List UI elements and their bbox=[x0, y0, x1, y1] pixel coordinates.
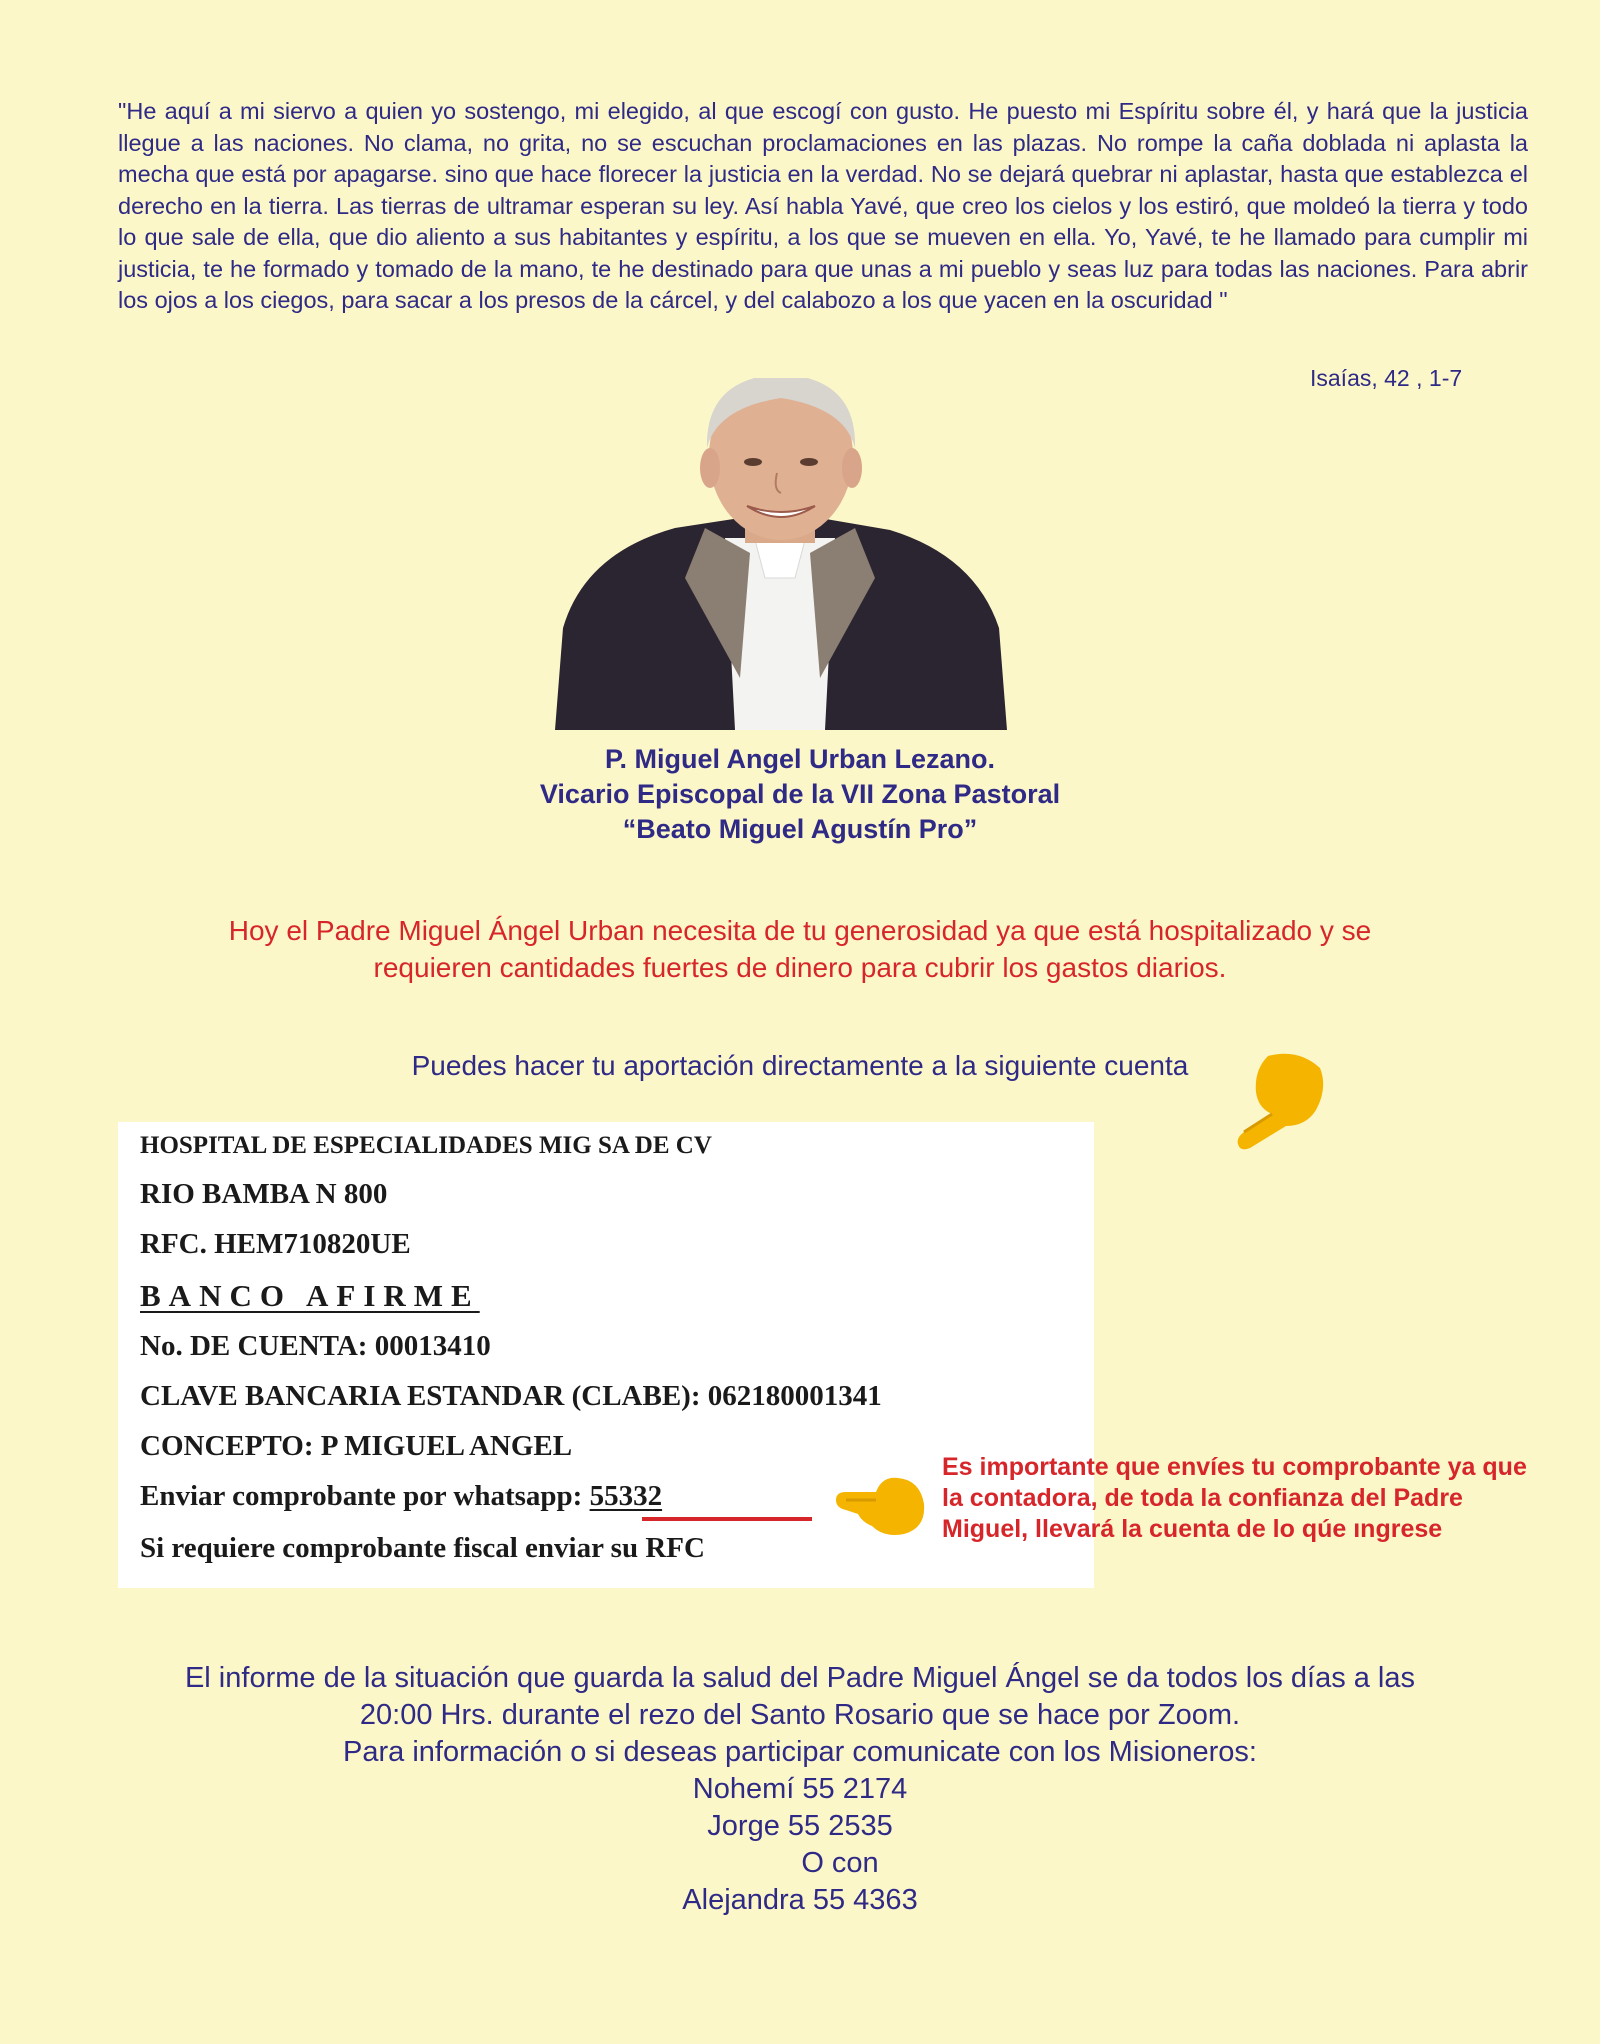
priest-zone: “Beato Miguel Agustín Pro” bbox=[622, 814, 978, 844]
pointing-hand-icon bbox=[1228, 1048, 1328, 1152]
accountant-note bbox=[942, 1452, 1542, 1545]
contact-jorge: Jorge 55 2535 bbox=[707, 1810, 893, 1842]
clabe-number: CLAVE BANCARIA ESTANDAR (CLABE): 062180001341 bbox=[140, 1380, 882, 1412]
footer-info bbox=[70, 1660, 1530, 1919]
whatsapp-label: Enviar comprobante por whatsapp: bbox=[140, 1480, 590, 1512]
bank-address: RIO BAMBA N 800 bbox=[140, 1178, 388, 1210]
whatsapp-line bbox=[140, 1480, 662, 1513]
contact-nohemi: Nohemí 55 2174 bbox=[692, 1773, 908, 1805]
bible-quote: "He aquí a mi siervo a quien yo sostengo, mi elegido, al que escogí con gusto. He puesto mi Espíritu sobre él, y hará que la justicia llegue a las naciones. No clama, no grita, no se escuchan proclamaciones en las plazas. No rompe la caña doblada ni aplasta la mecha que está por apagarse. sino que hace florecer la justicia en la verdad. No se dejará quebrar ni aplastar, hasta que establezca el derecho en la tierra. Las tierras de ultramar esperan su ley. Así habla Yavé, que creo los cielos y los estiró, que moldeó la tierra y todo lo que sale de ella, que dio aliento a sus habitantes y espíritu, a los que se mueven en ella. Yo, Yavé, te he llamado para cumplir mi justicia, te he formado y tomado de la mano, te he destinado para que unas a mi pueblo y seas luz para todas las naciones. Para abrir los ojos a los ciegos, para sacar a los presos de la cárcel, y del calabozo a los que yacen en la oscuridad " bbox=[118, 98, 1528, 313]
contact-connector: O con bbox=[801, 1847, 879, 1879]
priest-name: P. Miguel Angel Urban Lezano. bbox=[604, 744, 996, 774]
footer-line-1: El informe de la situación que guarda la salud del Padre Miguel Ángel se da todos los días a las bbox=[184, 1662, 1416, 1694]
red-underline bbox=[642, 1517, 812, 1521]
accountant-note-line-1: Es importante que envíes tu comprobante ya que bbox=[942, 1453, 1527, 1481]
priest-role: Vicario Episcopal de la VII Zona Pastoral bbox=[539, 779, 1061, 809]
deposit-prompt: Puedes hacer tu aportación directamente a la siguiente cuenta bbox=[411, 1050, 1189, 1081]
priest-photo bbox=[555, 378, 1007, 730]
pointing-hand-icon bbox=[832, 1470, 928, 1540]
beneficiary: HOSPITAL DE ESPECIALIDADES MIG SA DE CV bbox=[140, 1132, 712, 1159]
footer-line-3: Para información o si deseas participar comunicate con los Misioneros: bbox=[343, 1736, 1257, 1768]
fiscal-note: Si requiere comprobante fiscal enviar su RFC bbox=[140, 1532, 705, 1564]
contact-alejandra: Alejandra 55 4363 bbox=[682, 1884, 918, 1916]
quote-citation: Isaías, 42 , 1-7 bbox=[1310, 365, 1463, 391]
payment-concept: CONCEPTO: P MIGUEL ANGEL bbox=[140, 1430, 573, 1462]
priest-caption bbox=[300, 742, 1300, 847]
appeal-line-1: Hoy el Padre Miguel Ángel Urban necesita de tu generosidad ya que está hospitalizado y se bbox=[228, 915, 1372, 946]
accountant-note-line-2: la contadora, de toda la confianza del Padre bbox=[942, 1484, 1463, 1512]
donation-appeal bbox=[80, 912, 1520, 986]
account-number: No. DE CUENTA: 00013410 bbox=[140, 1330, 491, 1362]
bank-rfc: RFC. HEM710820UE bbox=[140, 1228, 411, 1260]
appeal-line-2: requieren cantidades fuertes de dinero para cubrir los gastos diarios. bbox=[373, 952, 1227, 983]
whatsapp-number: 55332 bbox=[589, 1480, 663, 1512]
accountant-note-line-3: Miguel, llevará la cuenta de lo qúe ıngrese bbox=[942, 1515, 1443, 1543]
footer-line-2: 20:00 Hrs. durante el rezo del Santo Rosario que se hace por Zoom. bbox=[359, 1699, 1241, 1731]
bank-name: BANCO AFIRME bbox=[140, 1278, 480, 1313]
